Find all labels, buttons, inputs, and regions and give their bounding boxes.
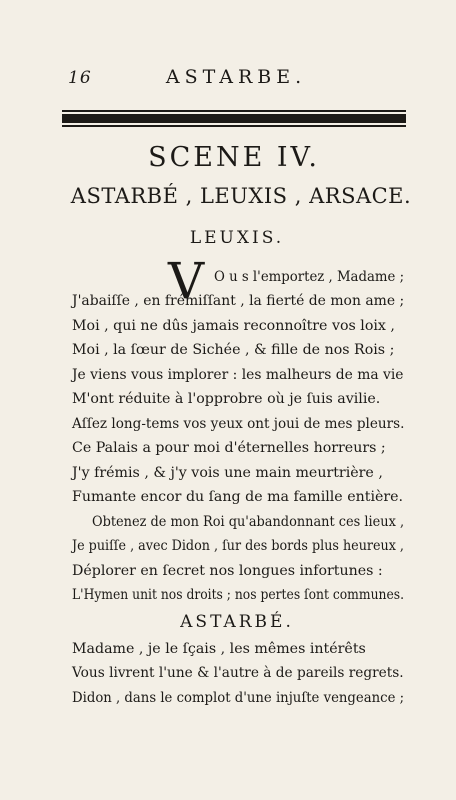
verse-line: Obtenez de mon Roi qu'abandonnant ces lieux , <box>92 514 405 530</box>
verse-line: Madame , je le ſçais , les mêmes intérêts <box>72 641 366 657</box>
header-rule-thick <box>62 114 406 123</box>
verse-line: Moi , la ſœur de Sichée , & fille de nos Rois ; <box>72 342 395 358</box>
speaker-name: ASTARBÉ. <box>180 612 294 632</box>
verse-line: Déplorer en ſecret nos longues infortunes : <box>72 563 383 579</box>
page-number: 16 <box>68 68 92 88</box>
running-head <box>68 66 404 92</box>
verse-line: Moi , qui ne dûs jamais reconnoître vos loix , <box>72 318 395 334</box>
verse-line: J'y frémis , & j'y vois une main meurtrière , <box>72 465 383 481</box>
running-title: ASTARBE. <box>165 66 307 88</box>
verse-line: Aſſez long-tems vos yeux ont joui de mes pleurs. <box>72 416 405 432</box>
verse-line: Je viens vous implorer : les malheurs de ma vie <box>72 367 404 383</box>
verse-line: J'abaiſſe , en frémiſſant , la fierté de mon ame ; <box>72 293 405 309</box>
verse-line: Vous livrent l'une & l'autre à de pareils regrets. <box>72 665 404 681</box>
verse-line: M'ont réduite à l'opprobre où je ſuis avilie. <box>72 391 381 407</box>
speaker-name: LEUXIS. <box>189 228 285 248</box>
scene-heading: SCENE IV. <box>148 142 320 173</box>
verse-line: Je puiſſe , avec Didon , ſur des bords plus heureux , <box>72 538 404 554</box>
verse-line: O u s l'emportez , Madame ; <box>214 269 405 285</box>
header-rule-thin-top <box>62 110 406 112</box>
header-rule-thin-bottom <box>62 125 406 127</box>
verse-line: Ce Palais a pour moi d'éternelles horreurs ; <box>72 440 386 456</box>
verse-line: L'Hymen unit nos droits ; nos pertes ſont communes. <box>72 587 404 603</box>
verse-line: Didon , dans le complot d'une injuſte vengeance ; <box>72 690 405 706</box>
scene-characters: ASTARBÉ , LEUXIS , ARSACE. <box>70 184 412 208</box>
drop-cap: V <box>168 252 205 310</box>
verse-line: Fumante encor du ſang de ma famille entière. <box>72 489 404 505</box>
